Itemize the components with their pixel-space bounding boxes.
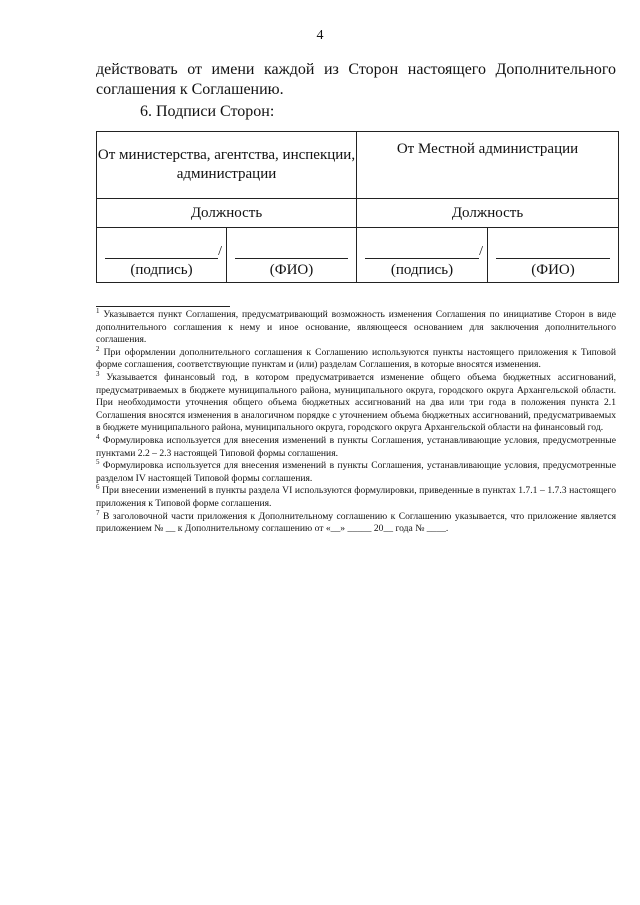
footnote: $^3$ Указывается финансовый год, в котором предусматривается изменение общего объема бюджетных ассигнований, предусматриваемых в бюджете муниципального района, муниципального округа, городского округа Архангельской области. При необходимости уточнения общего объема бюджетных ассигнований на два или три года в положения пункта 2.1 Соглашения вносятся изменения в аналогичном порядке с уточнением объема бюджетных ассигнований, предусматриваемых в бюджете муниципального района, муниципального округа, городского округа Архангельской области на финансовый год. (96, 369, 616, 434)
fio-line (496, 258, 610, 259)
ministry-header: От министерства, агентства, инспекции, администрации (97, 132, 357, 199)
signature-line (365, 258, 479, 259)
signature-line (105, 258, 218, 259)
ministry-fio-cell (227, 228, 357, 283)
local-administration-header: От Местной администрации (357, 132, 619, 199)
signature-caption: (подпись) (130, 262, 193, 278)
page-number: 4 (316, 28, 324, 43)
local-position-label: Должность (357, 199, 619, 228)
fio-line (235, 258, 348, 259)
local-signature-cell (357, 228, 488, 283)
local-fio-cell (488, 228, 619, 283)
fio-caption: (ФИО) (531, 262, 575, 278)
footnotes (96, 309, 616, 536)
footnote: $^7$ В заголовочной части приложения к Дополнительному соглашению к Соглашению указывается, что приложение является приложением № __ к Дополнительному соглашению от «__» _____ 20__ года № ____. (96, 508, 616, 535)
footnote: $^1$ Указывается пункт Соглашения, предусматривающий возможность изменения Соглашения по инициативе Сторон в виде дополнительного соглашения к нему и иное основание, являющееся основанием для заключения дополнительного соглашения. (96, 307, 616, 346)
ministry-signature-cell (97, 228, 227, 283)
footnote-separator (96, 306, 230, 307)
footnote: $^6$ При внесении изменений в пункты раздела VI используются формулировки, приведенные в пунктах 1.7.1 – 1.7.3 настоящего приложения к Типовой форме соглашения. (96, 483, 617, 509)
signature-table (96, 131, 619, 283)
ministry-position-label: Должность (97, 199, 357, 228)
body-text (96, 60, 616, 122)
footnote: $^5$ Формулировка используется для внесения изменений в пункты Соглашения, устанавливающие условия, предусмотренные разделом IV настоящей Типовой формы соглашения. (96, 458, 616, 484)
body-paragraph: действовать от имени каждой из Сторон настоящего Дополнительного соглашения к Соглашению. (96, 61, 616, 98)
footnote: $^2$ При оформлении дополнительного соглашения к Соглашению используются пункты настоящего приложения к Типовой форме соглашения, соответствующие пунктам и (или) разделам Соглашения, в которые вносятся изменения. (96, 344, 616, 371)
section-heading: 6. Подписи Сторон: (140, 103, 275, 120)
footnote: $^4$ Формулировка используется для внесения изменений в пункты Соглашения, устанавливающие условия, предусмотренные пунктами 2.2 – 2.3 настоящей Типовой формы соглашения. (96, 432, 616, 459)
separator-slash: / (218, 244, 222, 259)
signature-caption: (подпись) (390, 262, 454, 278)
separator-slash: / (479, 244, 483, 259)
fio-caption: (ФИО) (269, 262, 314, 278)
